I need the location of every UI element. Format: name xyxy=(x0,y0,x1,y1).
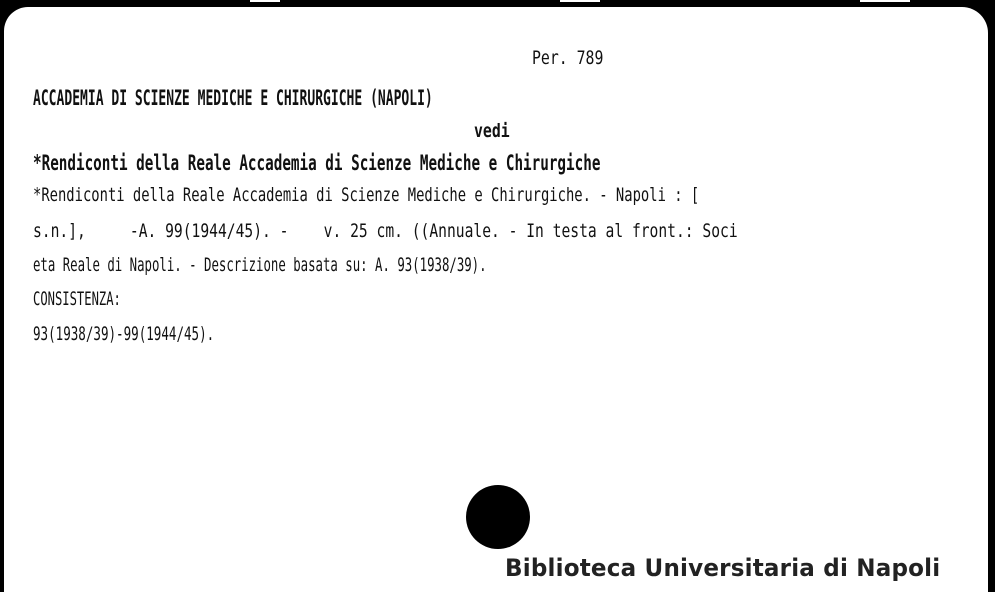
call-number: Per. 789 xyxy=(532,47,604,69)
card-punch-hole xyxy=(466,485,530,549)
reference-title: *Rendiconti della Reale Accademia di Scienze Mediche e Chirurgiche xyxy=(33,151,601,175)
scan-edge-mark xyxy=(860,0,910,2)
holdings-label: CONSISTENZA: xyxy=(33,288,121,310)
scan-edge-mark xyxy=(560,0,600,2)
description-line: *Rendiconti della Reale Accademia di Scienze Mediche e Chirurgiche. - Napoli : [ xyxy=(33,184,700,206)
library-stamp: Biblioteca Universitaria di Napoli xyxy=(505,554,941,582)
description-line: s.n.], -A. 99(1944/45). - v. 25 cm. ((Annuale. - In testa al front.: Soci xyxy=(33,220,738,242)
entry-heading: ACCADEMIA DI SCIENZE MEDICHE E CHIRURGICHE (NAPOLI) xyxy=(33,86,433,110)
scan-edge-mark xyxy=(250,0,280,2)
see-reference: vedi xyxy=(474,120,510,142)
description-line: eta Reale di Napoli. - Descrizione basata su: A. 93(1938/39). xyxy=(33,254,487,276)
holdings-range: 93(1938/39)-99(1944/45). xyxy=(33,323,215,345)
